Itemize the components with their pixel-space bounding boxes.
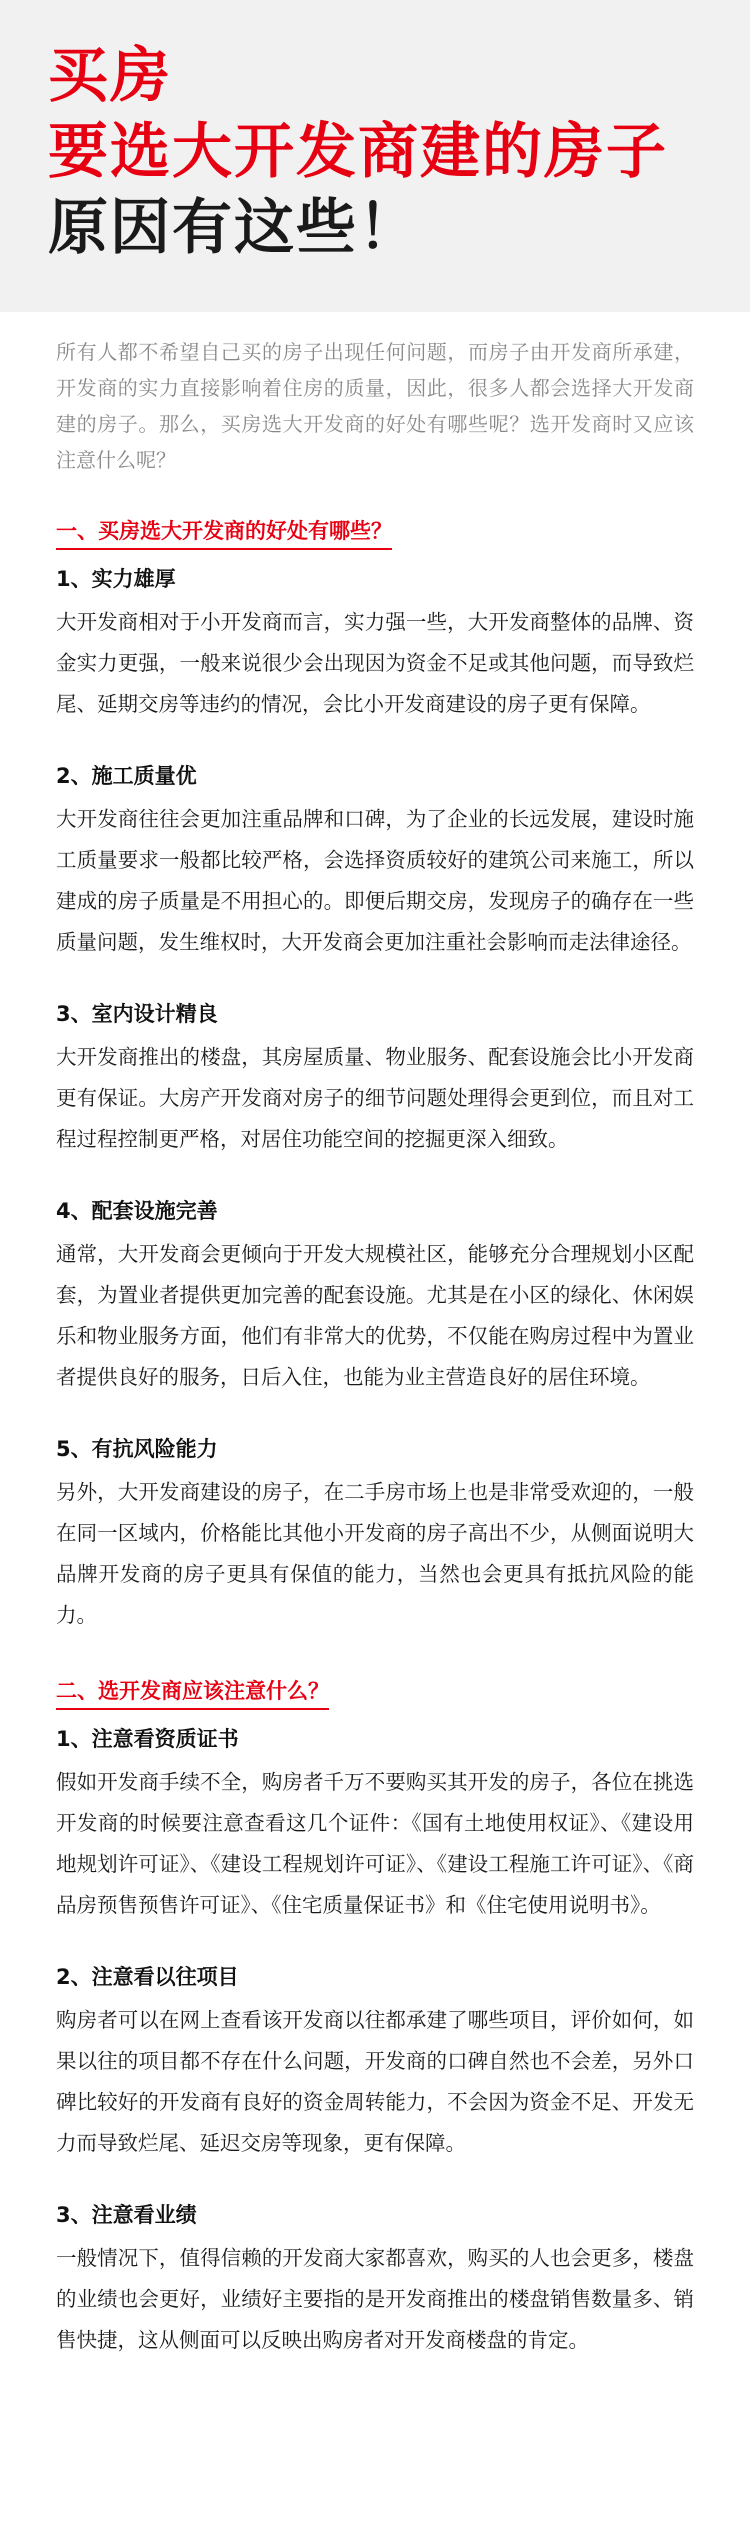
item-body: 大开发商相对于小开发商而言，实力强一些，大开发商整体的品牌、资金实力更强，一般来说很少会出现因为资金不足或其他问题，而导致烂尾、延期交房等违约的情况，会比小开发商建设的房子更有保障。	[56, 610, 694, 716]
list-item	[56, 562, 694, 725]
list-item	[56, 997, 694, 1160]
item-title: 1、注意看资质证书	[56, 1727, 239, 1751]
item-title: 2、施工质量优	[56, 764, 197, 788]
item-title: 3、室内设计精良	[56, 1002, 218, 1026]
item-body: 购房者可以在网上查看该开发商以往都承建了哪些项目，评价如何，如果以往的项目都不存在什么问题，开发商的口碑自然也不会差，另外口碑比较好的开发商有良好的资金周转能力，不会因为资金不足、开发无力而导致烂尾、延迟交房等现象，更有保障。	[56, 2008, 694, 2155]
title-line-2: 要选大开发商建的房子	[48, 117, 668, 187]
article-content	[0, 312, 750, 2361]
title-line-1: 买房	[48, 41, 172, 111]
list-item	[56, 1194, 694, 1398]
item-body: 一般情况下，值得信赖的开发商大家都喜欢，购买的人也会更多，楼盘的业绩也会更好，业绩好主要指的是开发商推出的楼盘销售数量多、销售快捷，这从侧面可以反映出购房者对开发商楼盘的肯定。	[56, 2246, 694, 2352]
section-benefits	[56, 516, 694, 1636]
title-line-3: 原因有这些！	[48, 193, 420, 263]
item-title: 1、实力雄厚	[56, 567, 176, 591]
item-title: 5、有抗风险能力	[56, 1437, 218, 1461]
item-body: 另外，大开发商建设的房子，在二手房市场上也是非常受欢迎的，一般在同一区域内，价格能比其他小开发商的房子高出不少，从侧面说明大品牌开发商的房子更具有保值的能力，当然也会更具有抵抗风险的能力。	[56, 1480, 694, 1627]
list-item	[56, 759, 694, 963]
item-body: 通常，大开发商会更倾向于开发大规模社区，能够充分合理规划小区配套，为置业者提供更加完善的配套设施。尤其是在小区的绿化、休闲娱乐和物业服务方面，他们有非常大的优势，不仅能在购房过程中为置业者提供良好的服务，日后入住，也能为业主营造良好的居住环境。	[56, 1242, 694, 1389]
list-item	[56, 1960, 694, 2164]
list-item	[56, 1432, 694, 1636]
item-title: 4、配套设施完善	[56, 1199, 218, 1223]
item-title: 3、注意看业绩	[56, 2203, 197, 2227]
article-header	[0, 0, 750, 312]
list-item	[56, 2198, 694, 2361]
section-heading: 一、买房选大开发商的好处有哪些？	[56, 516, 392, 550]
item-body: 大开发商推出的楼盘，其房屋质量、物业服务、配套设施会比小开发商更有保证。大房产开发商对房子的细节问题处理得会更到位，而且对工程过程控制更严格，对居住功能空间的挖掘更深入细致。	[56, 1045, 694, 1151]
item-title: 2、注意看以往项目	[56, 1965, 239, 1989]
item-body: 假如开发商手续不全，购房者千万不要购买其开发的房子，各位在挑选开发商的时候要注意查看这几个证件：《国有土地使用权证》、《建设用地规划许可证》、《建设工程规划许可证》、《建设工程施工许可证》、《商品房预售预售许可证》、《住宅质量保证书》和《住宅使用说明书》。	[56, 1770, 694, 1917]
item-body: 大开发商往往会更加注重品牌和口碑，为了企业的长远发展，建设时施工质量要求一般都比较严格，会选择资质较好的建筑公司来施工，所以建成的房子质量是不用担心的。即便后期交房，发现房子的确存在一些质量问题，发生维权时，大开发商会更加注重社会影响而走法律途径。	[56, 807, 694, 954]
list-item	[56, 1722, 694, 1926]
section-heading: 二、选开发商应该注意什么？	[56, 1676, 329, 1710]
intro-paragraph: 所有人都不希望自己买的房子出现任何问题，而房子由开发商所承建，开发商的实力直接影响着住房的质量，因此，很多人都会选择大开发商建的房子。那么，买房选大开发商的好处有哪些呢？选开发商时又应该注意什么呢？	[56, 340, 694, 472]
section-tips	[56, 1676, 694, 2361]
